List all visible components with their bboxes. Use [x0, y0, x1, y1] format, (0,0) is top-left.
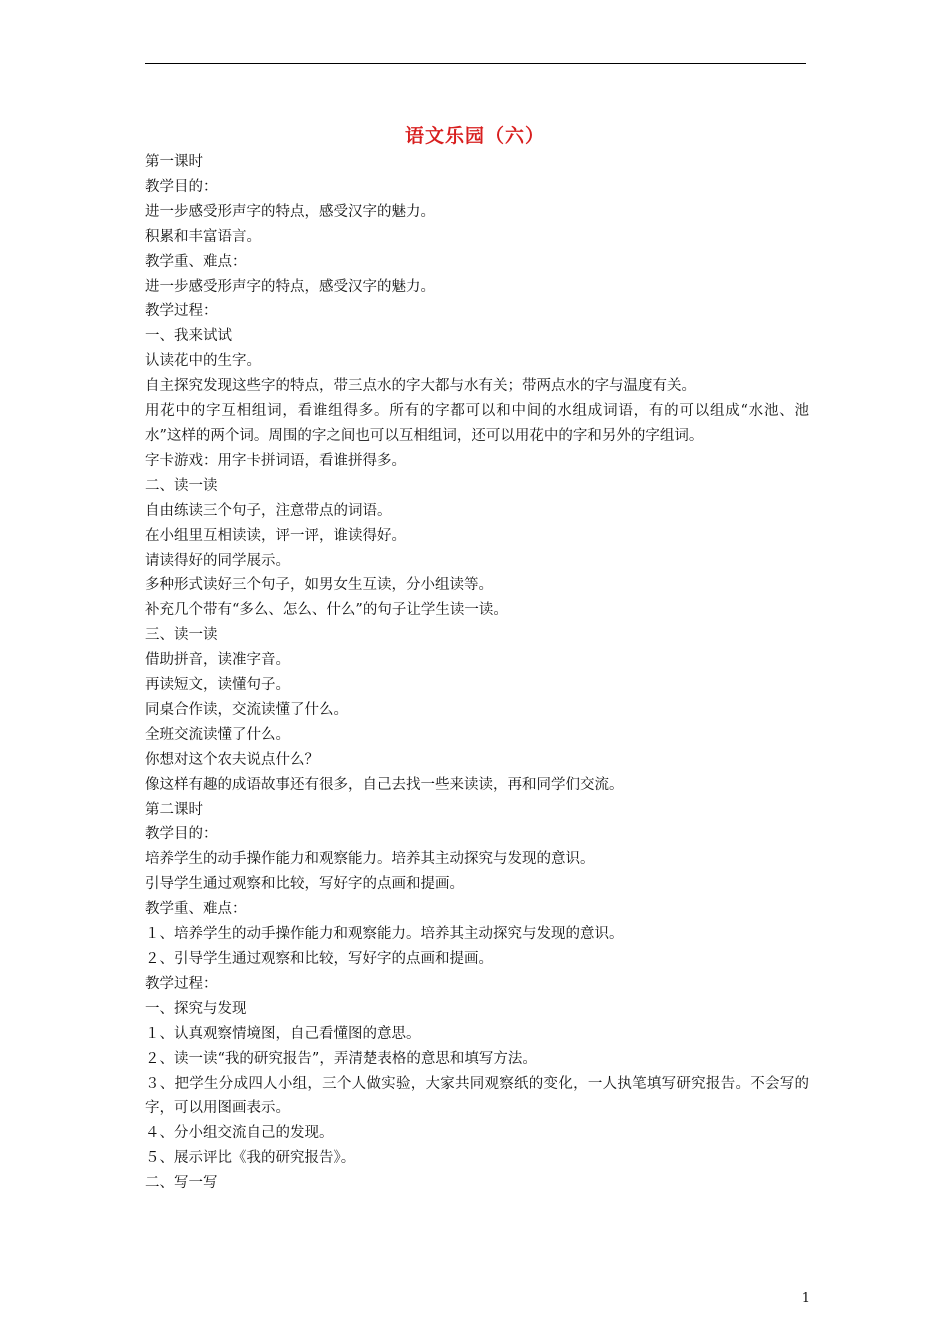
document-body	[145, 150, 809, 1196]
text-line: 二、读一读	[145, 477, 218, 494]
text-line: ２、引导学生通过观察和比较，写好字的点画和提画。	[145, 951, 493, 967]
text-line: 教学过程：	[145, 303, 218, 320]
text-line: 培养学生的动手操作能力和观察能力。培养其主动探究与发现的意识。	[145, 851, 595, 868]
text-line: 第二课时	[145, 801, 203, 818]
text-line: 第一课时	[145, 154, 203, 170]
text-line: １、培养学生的动手操作能力和观察能力。培养其主动探究与发现的意识。	[145, 926, 624, 943]
text-line: 教学目的：	[145, 826, 218, 843]
text-line: 请读得好的同学展示。	[145, 552, 290, 569]
text-line: 教学重、难点：	[145, 901, 247, 918]
document-title: 语文乐园（六）	[404, 125, 545, 147]
text-line: 认读花中的生字。	[145, 353, 261, 370]
text-line: 教学过程：	[145, 975, 218, 992]
text-line: 三、读一读	[145, 627, 218, 644]
page-number: 1	[801, 1291, 810, 1306]
text-line: 一、探究与发现	[145, 1000, 247, 1017]
text-line: 引导学生通过观察和比较，写好字的点画和提画。	[145, 876, 464, 893]
text-line: 在小组里互相读读，评一评，谁读得好。	[145, 527, 406, 544]
text-line: 自由练读三个句子，注意带点的词语。	[145, 502, 392, 519]
text-line: 一、我来试试	[145, 328, 232, 345]
text-line: 教学重、难点：	[145, 253, 247, 270]
text-line: 像这样有趣的成语故事还有很多，自己去找一些来读读，再和同学们交流。	[145, 776, 624, 793]
text-paragraph: 用花中的字互相组词，看谁组得多。所有的字都可以和中间的水组成词语，有的可以组成“水池、池水”这样的两个词。周围的字之间也可以互相组词，还可以用花中的字和另外的字组词。	[145, 403, 809, 444]
text-line: ２、读一读“我的研究报告”，弄清楚表格的意思和填写方法。	[145, 1050, 537, 1067]
text-line: １、认真观察情境图，自己看懂图的意思。	[145, 1025, 421, 1042]
text-line: 补充几个带有“多么、怎么、什么”的句子让学生读一读。	[145, 602, 508, 619]
text-line: 借助拼音，读准字音。	[145, 652, 290, 669]
text-line: ５、展示评比《我的研究报告》。	[145, 1150, 356, 1167]
text-line: 自主探究发现这些字的特点，带三点水的字大都与水有关；带两点水的字与温度有关。	[145, 378, 696, 395]
text-line: 进一步感受形声字的特点，感受汉字的魅力。	[145, 278, 435, 295]
text-line: 教学目的：	[145, 178, 218, 195]
text-paragraph: ３、把学生分成四人小组，三个人做实验，大家共同观察纸的变化，一人执笔填写研究报告。不会写的字，可以用图画表示。	[145, 1075, 809, 1117]
text-line: ４、分小组交流自己的发现。	[145, 1125, 334, 1142]
text-line: 字卡游戏：用字卡拼词语，看谁拼得多。	[145, 452, 406, 469]
text-line: 多种形式读好三个句子，如男女生互读，分小组读等。	[145, 577, 493, 594]
text-line: 你想对这个农夫说点什么？	[145, 751, 319, 768]
text-line: 再读短文，读懂句子。	[145, 677, 290, 694]
text-line: 进一步感受形声字的特点，感受汉字的魅力。	[145, 203, 435, 220]
text-line: 积累和丰富语言。	[145, 228, 261, 245]
text-line: 二、写一写	[145, 1175, 218, 1192]
text-line: 同桌合作读，交流读懂了什么。	[145, 701, 348, 718]
text-line: 全班交流读懂了什么。	[145, 726, 290, 743]
header-rule	[145, 63, 806, 64]
